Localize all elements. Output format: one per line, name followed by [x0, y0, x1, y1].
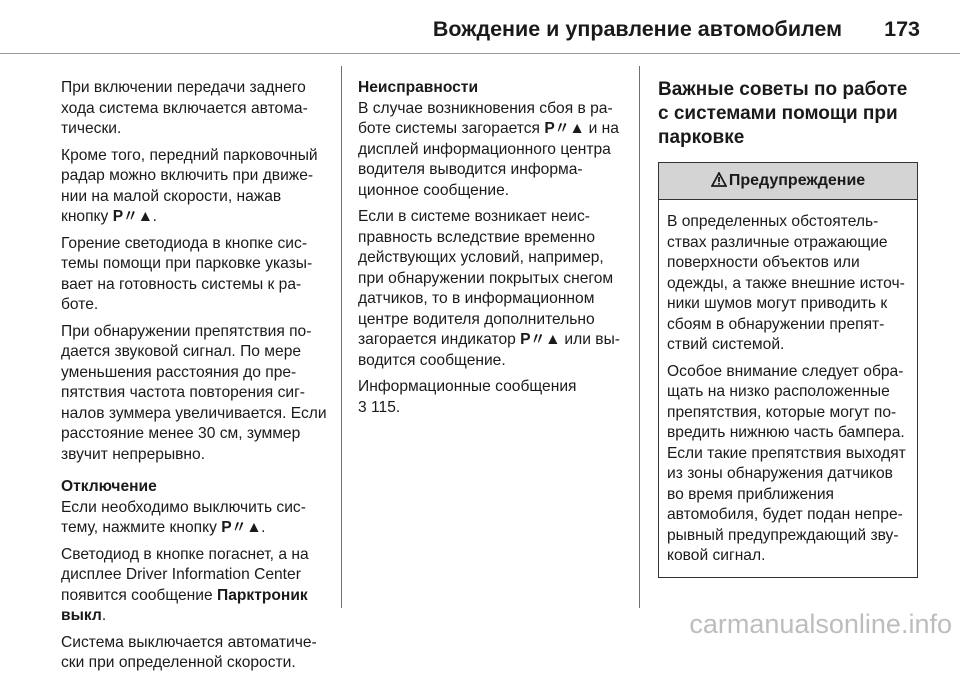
text: Информационные сообщения [358, 378, 577, 395]
header-rule [0, 53, 960, 54]
text: Светодиод в кнопке погаснет, а на дисплее Driver Information Center появится сообщение [61, 545, 309, 604]
warning-body [659, 200, 917, 577]
text: . [101, 607, 107, 624]
text: и на дисплей информационного центра водителя выводится информационное сообщение. [358, 120, 619, 199]
section-heading-tips: Важные советы по работе с системами помощи при парковке [658, 79, 908, 148]
parking-assist-icon: P〃▲ [544, 120, 585, 137]
paragraph [358, 99, 624, 202]
watermark: carmanualsonline.info [689, 609, 952, 639]
parking-assist-icon: P〃▲ [221, 519, 262, 536]
column-divider [639, 66, 640, 608]
column-divider [341, 66, 342, 608]
paragraph [61, 545, 329, 627]
column-3 [658, 78, 920, 578]
text: Если в системе возникает неисправность вследствие временно действующих условий, например, при обнаружении покрытых снегом датчиков, то в информационном центре водителя дополнительно загорается индикатор [358, 208, 614, 348]
page-number: 173 [884, 17, 920, 41]
paragraph: Горение светодиода в кнопке системы помощи при парковке указывает на готовность системы к работе. [61, 234, 313, 313]
parking-assist-icon: P〃▲ [520, 331, 561, 348]
text: В случае возникновения сбоя в работе системы загорается [358, 99, 613, 137]
text: . [152, 208, 157, 225]
column-2 [358, 78, 624, 424]
section-heading-off: Отключение [61, 478, 157, 495]
text: Если необходимо выключить систему, нажмите кнопку [61, 498, 306, 536]
page-reference[interactable]: 3 115. [358, 398, 401, 416]
warning-title: Предупреждение [728, 172, 866, 189]
text: Кроме того, передний парковочный радар можно включить при движении на малой скорости, нажав кнопку [61, 146, 318, 225]
text: . [261, 519, 266, 536]
warning-box [658, 162, 918, 578]
message-text: Парктроник выкл [61, 586, 308, 624]
warning-header [659, 163, 917, 200]
paragraph [61, 146, 329, 228]
paragraph [358, 207, 624, 371]
warning-triangle-icon [711, 165, 727, 201]
column-1 [61, 78, 329, 680]
section-heading-faults: Неисправности [358, 79, 479, 96]
paragraph: Особое внимание следует обращать на низко расположенные препятствия, которые могут повредить нижнюю часть бампера. Если такие препятствия выходят из зоны обнаружения датчиков во время приближения автомобиля, будет подан непрерывный предупреждающий звуковой сигнал. [667, 362, 906, 564]
text: или выводится сообщение. [358, 331, 620, 369]
paragraph [61, 498, 329, 539]
parking-assist-icon: P〃▲ [112, 208, 153, 225]
page-title: Вождение и управление автомобилем [432, 17, 842, 41]
paragraph [358, 377, 624, 418]
paragraph: При обнаружении препятствия подается звуковой сигнал. По мере уменьшения расстояния до препятствия частота повторения сигналов зуммера увеличивается. Если расстояние менее 30 см, зуммер звучит непрерывно. [61, 322, 327, 463]
page-header [0, 0, 960, 66]
paragraph: В определенных обстоятельствах различные отражающие поверхности объектов или одежды, а также внешние источники шумов могут приводить к сбоям в обнаружении препятствий системой. [667, 213, 905, 353]
paragraph: Система выключается автоматически при определенной скорости. [61, 633, 317, 671]
paragraph: При включении передачи заднего хода система включается автоматически. [61, 79, 308, 137]
